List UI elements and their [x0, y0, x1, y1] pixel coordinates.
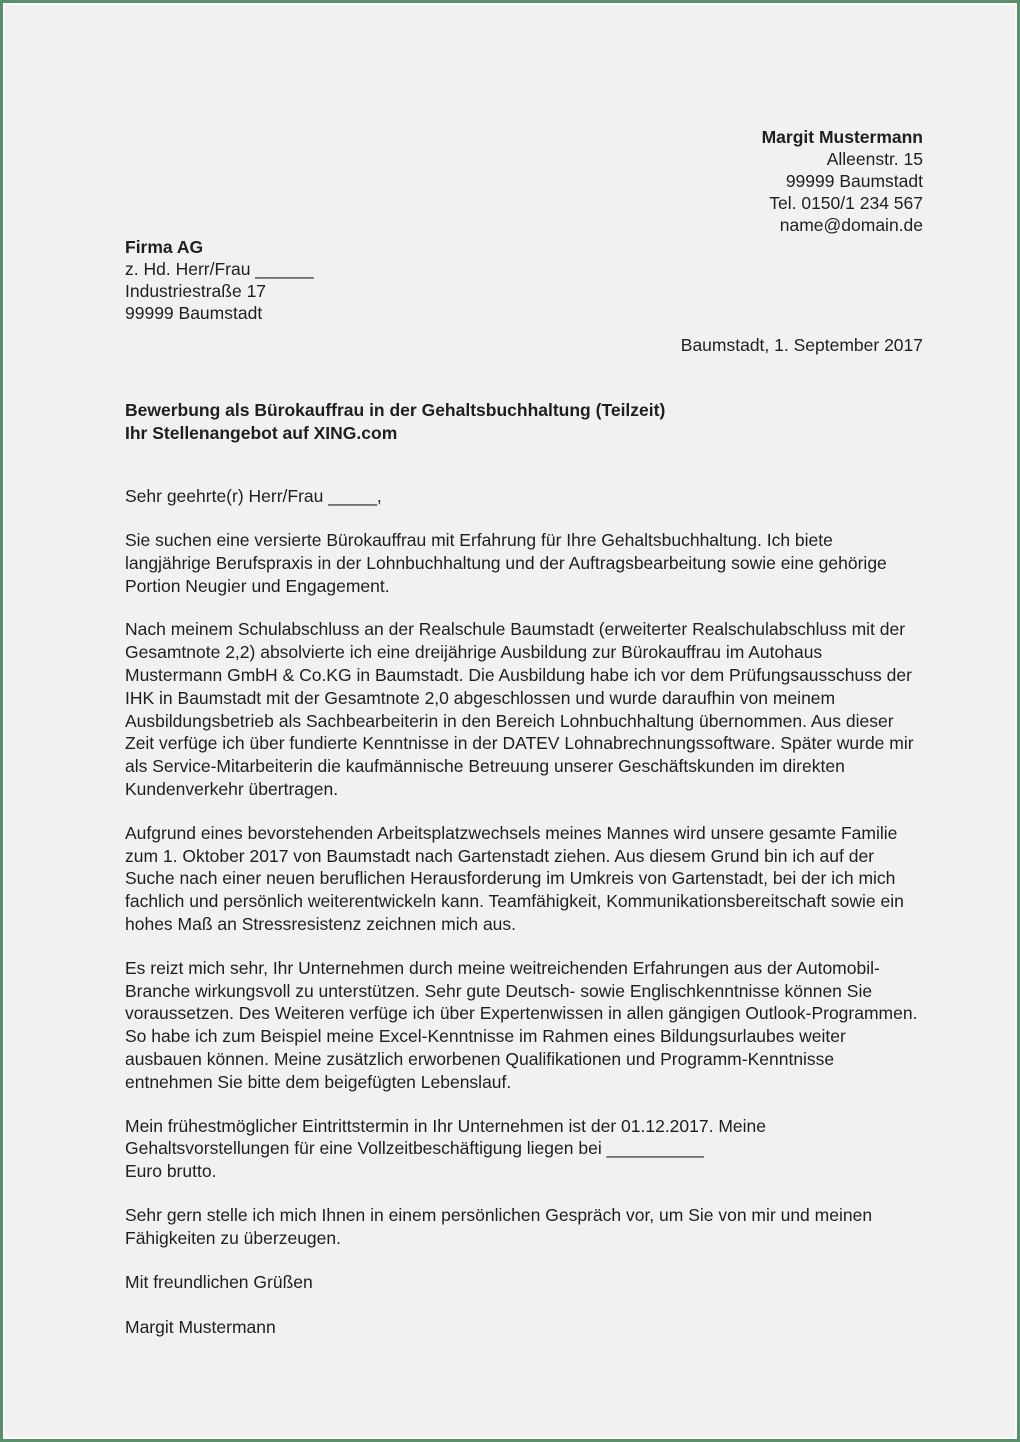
salutation: Sehr geehrte(r) Herr/Frau _____, [125, 486, 382, 506]
paragraph-intro: Sie suchen eine versierte Bürokauffrau mit Erfahrung für Ihre Gehaltsbuchhaltung. Ich biete langjährige Berufspraxis in der Lohnbuchhaltung und der Auftragsbearbeitung sowie eine gehörige Portion Neugier und Engagement. [125, 530, 887, 596]
sender-street: Alleenstr. 15 [826, 149, 923, 169]
recipient-street: Industriestraße 17 [125, 281, 267, 301]
subject-block [125, 399, 923, 445]
sender-email: name@domain.de [779, 215, 923, 235]
paragraph-start-date-salary [125, 1115, 923, 1183]
closing-greeting: Mit freundlichen Grüßen [125, 1271, 313, 1292]
sender-phone: Tel. 0150/1 234 567 [769, 193, 923, 213]
sender-city: 99999 Baumstadt [785, 171, 923, 191]
paragraph-education: Nach meinem Schulabschluss an der Realschule Baumstadt (erweiterter Realschulabschluss mit der Gesamtnote 2,2) absolvierte ich eine dreijährige Ausbildung zur Bürokauffrau im Autohaus Mustermann GmbH & Co.KG in Baumstadt. Die Ausbildung habe ich vor dem Prüfungsausschuss der IHK in Baumstadt mit der Gesamtnote 2,0 abgeschlossen und wurde daraufhin von meinem Ausbildungsbetrieb als Sachbearbeiterin in den Bereich Lohnbuchhaltung übernommen. Aus dieser Zeit verfüge ich über fundierte Kenntnisse in der DATEV Lohnabrechnungssoftware. Später wurde mir als Service-Mitarbeiterin die kaufmännische Betreuung unserer Geschäftskunden im direkten Kundenverkehr übertragen. [125, 619, 914, 799]
recipient-company: Firma AG [125, 237, 204, 257]
subject-line-1: Bewerbung als Bürokauffrau in der Gehaltsbuchhaltung (Teilzeit) [125, 400, 666, 420]
paragraph-skills: Es reizt mich sehr, Ihr Unternehmen durch meine weitreichenden Erfahrungen aus der Automobil-Branche wirkungsvoll zu unterstützen. Sehr gute Deutsch- sowie Englischkenntnisse können Sie voraussetzen. Des Weiteren verfüge ich über Expertenwissen in allen gängigen Outlook-Programmen. So habe ich zum Beispiel meine Excel-Kenntnisse im Rahmen eines Bildungsurlaubes weiter ausbauen können. Meine zusätzlich erworbenen Qualifikationen und Programm-Kenntnisse entnehmen Sie bitte dem beigefügten Lebenslauf. [125, 957, 918, 1092]
signature-name: Margit Mustermann [125, 1316, 276, 1337]
recipient-attention: z. Hd. Herr/Frau ______ [125, 259, 314, 279]
subject-line-2: Ihr Stellenangebot auf XING.com [125, 423, 398, 443]
sender-block [125, 126, 923, 236]
paragraph-interview: Sehr gern stelle ich mich Ihnen in einem persönlichen Gespräch vor, um Sie von mir und meinen Fähigkeiten zu überzeugen. [125, 1204, 873, 1248]
date-line: Baumstadt, 1. September 2017 [680, 335, 923, 355]
recipient-city: 99999 Baumstadt [125, 303, 263, 323]
salary-unit-text: Euro brutto. [125, 1161, 217, 1182]
sender-name: Margit Mustermann [761, 127, 923, 147]
salary-expectation-text: Mein frühestmöglicher Eintrittstermin in Ihr Unternehmen ist der 01.12.2017. Meine Gehaltsvorstellungen für eine Vollzeitbeschäftigung liegen bei __________ [125, 1115, 766, 1159]
letter-content-area [3, 3, 1017, 1439]
paragraph-relocation: Aufgrund eines bevorstehenden Arbeitsplatzwechsels meines Mannes wird unsere gesamte Familie zum 1. Oktober 2017 von Baumstadt nach Gartenstadt ziehen. Aus diesem Grund bin ich auf der Suche nach einer neuen beruflichen Herausforderung im Umkreis von Gartenstadt, bei der ich mich fachlich und persönlich weiterentwickeln kann. Teamfähigkeit, Kommunikationsbereitschaft sowie ein hohes Maß an Stressresistenz zeichnen mich aus. [125, 822, 904, 934]
recipient-block [125, 236, 923, 324]
